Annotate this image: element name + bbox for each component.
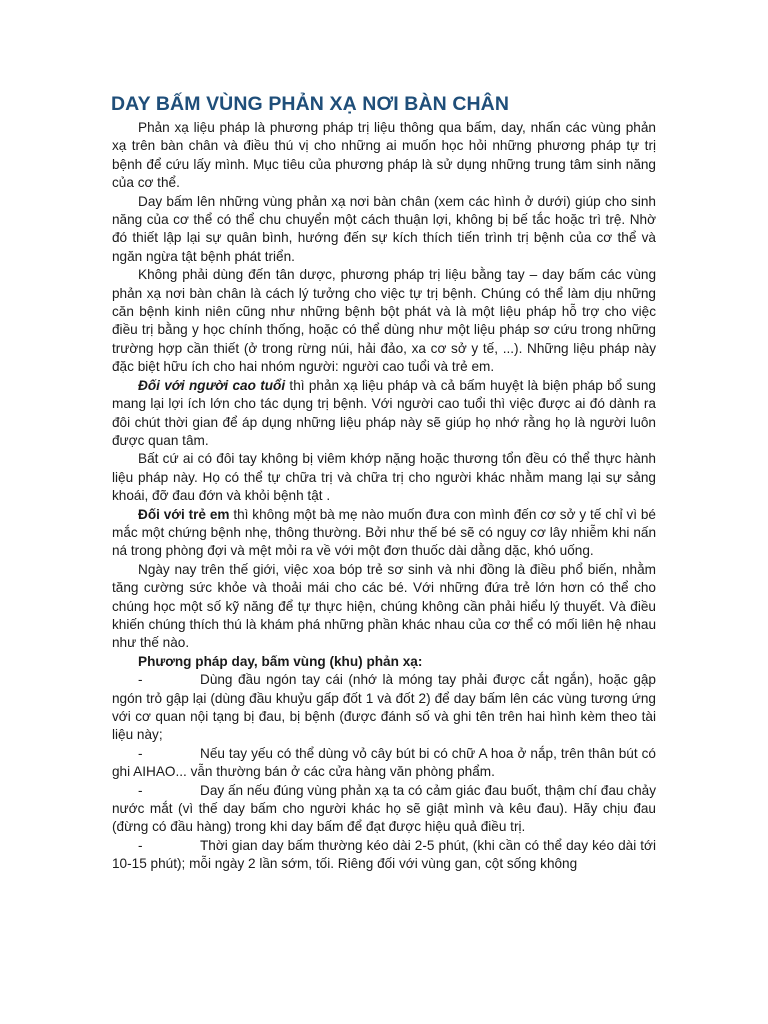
list-item-text: Day ấn nếu đúng vùng phản xạ ta có cảm giác đau buốt, thậm chí đau chảy nước mắt (vì thế day bấm cho người khác họ sẽ giật mình và kêu đau). Hãy chịu đau (đừng có đầu hàng) trong khi day bấm để đạt được hiệu quả điều trị. [112, 782, 656, 835]
section-heading [112, 653, 656, 671]
list-item [112, 782, 656, 837]
paragraph [112, 119, 656, 193]
list-dash: - [138, 782, 143, 798]
paragraph-text: Bất cứ ai có đôi tay không bị viêm khớp nặng hoặc thương tổn đều có thể thực hành liệu pháp này. Họ có thể tự chữa trị và chữa trị cho người khác nhằm mang lại sự sảng khoái, đỡ đau đớn và khỏi bệnh tật . [112, 451, 656, 504]
paragraph-text: Phản xạ liệu pháp là phương pháp trị liệu thông qua bấm, day, nhấn các vùng phản xạ trên bàn chân và điều thú vị cho những ai muốn học hỏi những phương pháp tự trị bệnh để cứu lấy mình. Mục tiêu của phương pháp là sử dụng những trung tâm sinh năng của cơ thể. [112, 120, 656, 191]
paragraph-text: thì phản xạ liệu pháp và cả bấm huyệt là biện pháp bổ sung mang lại lợi ích lớn cho tác dụng trị bệnh. Với người cao tuổi thì việc được ai đó dành ra đôi chút thời gian để áp dụng những liệu pháp này sẽ giúp họ nhớ rằng họ là người luôn được quan tâm. [112, 377, 656, 448]
section-heading-text: Phương pháp day, bấm vùng (khu) phản xạ: [138, 653, 423, 669]
paragraph-text: Ngày nay trên thế giới, việc xoa bóp trẻ sơ sinh và nhi đồng là điều phổ biến, nhằm tăng cường sức khỏe và thoải mái cho các bé. Với những đứa trẻ lớn hơn có thể cho chúng học một số kỹ năng để tự thực hiện, chúng không cần phải hiểu lý thuyết. Và điều khiến chúng thích thú là khám phá những phần khác nhau của cơ thể có mối liên hệ nhau như thế nào. [112, 561, 656, 651]
paragraph-text: thì không một bà mẹ nào muốn đưa con mình đến cơ sở y tế chỉ vì bé mắc một chứng bệnh nhẹ, thông thường. Bởi như thế bé sẽ có nguy cơ lây nhiễm khi nấn ná trong phòng đợi và mệt mỏi ra về với một đơn thuốc dài dằng dặc, khó uống. [112, 506, 656, 559]
list-item-text: Dùng đầu ngón tay cái (nhớ là móng tay phải được cắt ngắn), hoặc gập ngón trỏ gập lại (dùng đầu khuỷu gấp đốt 1 và đốt 2) để day bấm lên các vùng tương ứng với cơ quan nội tạng bị đau, bị bệnh (được đánh số và ghi tên trên hai hình kèm theo tài liệu này; [112, 672, 656, 743]
list-item [112, 837, 656, 874]
list-dash: - [138, 745, 143, 761]
paragraph-lead: Đối với trẻ em [138, 506, 230, 522]
paragraph [112, 377, 656, 451]
list-item-text: Nếu tay yếu có thể dùng vỏ cây bút bi có chữ A hoa ở nắp, trên thân bút có ghi AIHAO... vẫn thường bán ở các cửa hàng văn phòng phẩm. [112, 745, 656, 780]
paragraph [112, 506, 656, 561]
paragraph-text: Day bấm lên những vùng phản xạ nơi bàn chân (xem các hình ở dưới) giúp cho sinh năng của cơ thể có thể chu chuyển một cách thuận lợi, không bị bế tắc hoặc trì trệ. Nhờ đó thiết lập lại sự quân bình, hướng đến sự kích thích tiến trình trị bệnh của cơ thể và ngăn ngừa tật bệnh phát triển. [112, 193, 656, 264]
paragraph [112, 266, 656, 376]
document-title: DAY BẤM VÙNG PHẢN XẠ NƠI BÀN CHÂN [111, 93, 510, 115]
list-dash: - [138, 672, 143, 688]
paragraph [112, 193, 656, 267]
list-item-text: Thời gian day bấm thường kéo dài 2-5 phút, (khi cần có thể day kéo dài tới 10-15 phút); mỗi ngày 2 lần sớm, tối. Riêng đối với vùng gan, cột sống không [112, 837, 656, 872]
document-body [112, 119, 656, 874]
list-item [112, 745, 656, 782]
paragraph [112, 450, 656, 505]
paragraph-lead: Đối với người cao tuổi [138, 377, 286, 393]
list-dash: - [138, 837, 143, 853]
paragraph-text: Không phải dùng đến tân dược, phương pháp trị liệu bằng tay – day bấm các vùng phản xạ nơi bàn chân là cách lý tưởng cho việc tự trị bệnh. Chúng có thể làm dịu những căn bệnh kinh niên cũng như những bệnh bột phát và là một liệu pháp hỗ trợ cho việc điều trị bằng y học chính thống, hoặc có thể dùng như một liệu pháp sơ cứu trong những trường hợp cần thiết (ở trong rừng núi, hải đảo, xa cơ sở y tế, ...). Những liệu pháp này đặc biệt hữu ích cho hai nhóm người: người cao tuổi và trẻ em. [112, 267, 656, 375]
list-item [112, 671, 656, 745]
paragraph [112, 561, 656, 653]
